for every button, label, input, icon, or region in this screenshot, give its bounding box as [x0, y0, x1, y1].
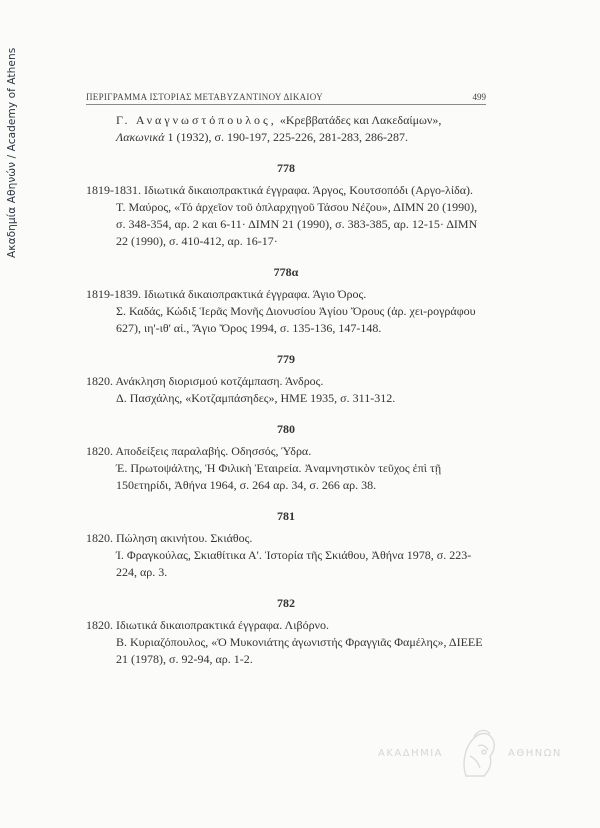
intro-reference [86, 112, 486, 146]
watermark-right-text: ΑΘΗΝΩΝ [508, 748, 562, 759]
entry-line: 1820. Αποδείξεις παραλαβής. Οδησσός, Ύδρα. [86, 444, 312, 458]
entry-779 [86, 351, 486, 407]
intro-journal: Λακωνικά [116, 130, 165, 144]
side-label: Ακαδημία Αθηνών / Academy of Athens [6, 47, 18, 258]
watermark [378, 726, 578, 786]
entry-number: 778α [273, 265, 299, 279]
entry-line: 1820. Πώληση ακινήτου. Σκιάθος. [86, 531, 253, 545]
entry-number: 780 [277, 422, 295, 436]
entry-781 [86, 508, 486, 581]
entry-reference: Δ. Πασχάλης, «Κοτζαμπάσηδες», ΗΜΕ 1935, σ. 311-312. [116, 391, 396, 405]
entry-number: 779 [277, 352, 295, 366]
intro-title: «Κρεββατάδες και Λακεδαίμων», [276, 113, 442, 127]
entry-778a [86, 264, 486, 337]
intro-author: Γ. Αναγνωστόπουλος, [116, 113, 277, 127]
entry-line: 1820. Ανάκληση διορισμού κοτζάμπαση. Άνδρος. [86, 374, 324, 388]
watermark-left-text: ΑΚΑΔΗΜΙΑ [378, 748, 444, 759]
entry-number: 781 [277, 509, 295, 523]
intro-rest: 1 (1932), σ. 190-197, 225-226, 281-283, 286-287. [164, 130, 408, 144]
entry-line: 1819-1831. Ιδιωτικά δικαιοπρακτικά έγγραφα. Άργος, Κουτσοπόδι (Αργο-λίδα). [86, 183, 474, 197]
entry-number: 782 [277, 596, 295, 610]
content [86, 112, 486, 672]
entry-reference: Έ. Πρωτοψάλτης, Ἡ Φιλικὴ Ἑταιρεία. Ἀναμνηστικὸν τεῦχος ἐπὶ τῇ 150ετηρίδι, Ἀθήνα 1964, σ. 264 αρ. 34, σ. 266 αρ. 38. [116, 461, 442, 492]
entry-778 [86, 160, 486, 250]
entry-782 [86, 595, 486, 668]
entry-reference: Τ. Μαύρος, «Τό ἀρχεῖον τοῦ ὁπλαρχηγοῦ Τάσου Νέζου», ΔΙΜΝ 20 (1990), σ. 348-354, αρ. 2 και 6-11· ΔΙΜΝ 21 (1990), σ. 383-385, αρ. 12-15· ΔΙΜΝ 22 (1990), σ. 410-412, αρ. 16-17· [116, 200, 478, 248]
entry-reference: Β. Κυριαζόπουλος, «Ὁ Μυκονιάτης ἀγωνιστής Φραγγιᾶς Φαμέλης», ΔΙΕΕΕ 21 (1978), σ. 92-94, αρ. 1-2. [116, 635, 483, 666]
entry-line: 1819-1839. Ιδιωτικά δικαιοπρακτικά έγγραφα. Άγιο Όρος. [86, 287, 367, 301]
entry-reference: Σ. Καδάς, Κώδιξ Ἱερᾶς Μονῆς Διονυσίου Ἁγίου Ὄρους (ἀρ. χει-ρογράφου 627), ιη'-ιθ' αἰ., Ἅγιο Ὄρος 1994, σ. 135-136, 147-148. [116, 304, 476, 335]
entry-line: 1820. Ιδιωτικά δικαιοπρακτικά έγγραφα. Λιβόρνο. [86, 618, 329, 632]
running-title: ΠΕΡΙΓΡΑΜΜΑ ΙΣΤΟΡΙΑΣ ΜΕΤΑΒΥΖΑΝΤΙΝΟΥ ΔΙΚΑΙΟΥ [86, 92, 323, 102]
entry-780 [86, 421, 486, 494]
athena-head-icon [456, 726, 500, 784]
page-number: 499 [472, 92, 486, 102]
header-rule [86, 104, 486, 105]
entry-number: 778 [277, 161, 295, 175]
entry-reference: Ί. Φραγκούλας, Σκιαθίτικα Α'. Ἱστορία τῆς Σκιάθου, Ἀθήνα 1978, σ. 223-224, αρ. 3. [116, 548, 472, 579]
